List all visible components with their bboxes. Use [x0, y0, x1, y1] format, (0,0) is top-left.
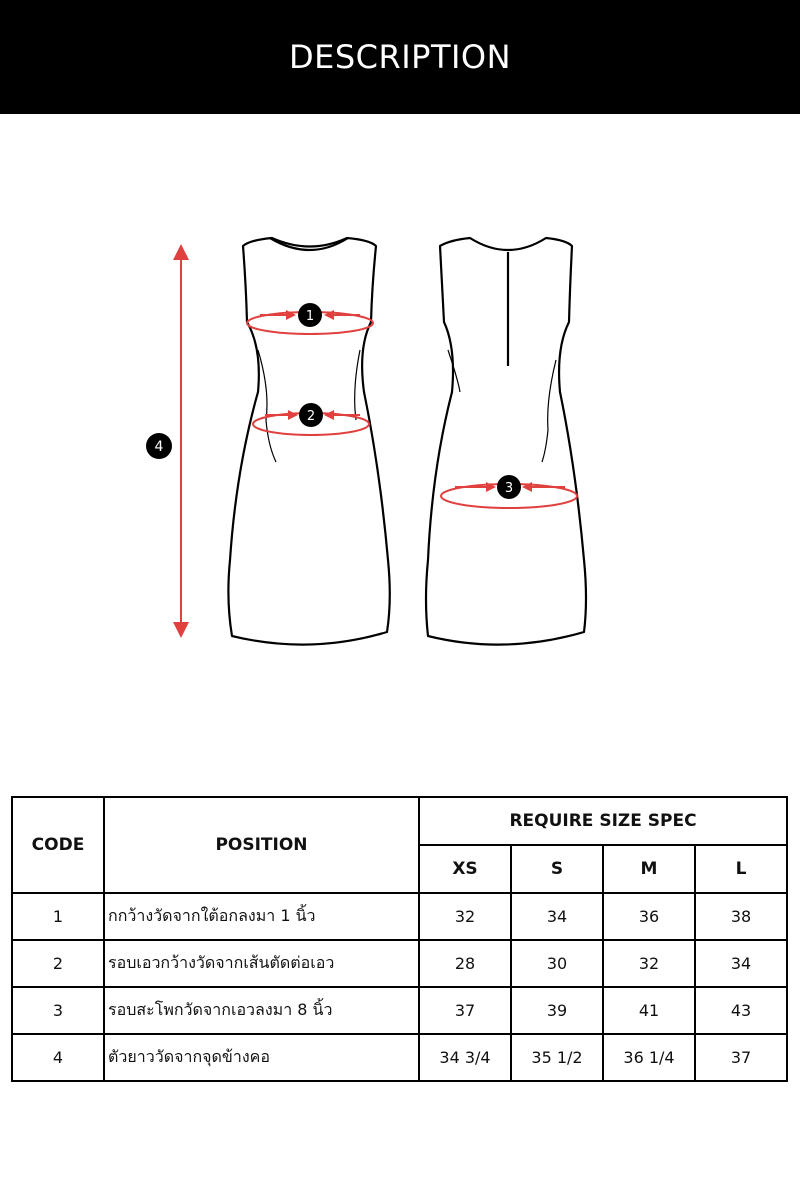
size-spec-table — [11, 796, 788, 1082]
header-bar — [0, 0, 800, 114]
marker-2 — [299, 403, 323, 427]
svg-text:1: 1 — [305, 309, 315, 324]
size-xs-header: XS — [419, 845, 511, 893]
table-row — [12, 893, 787, 940]
code-header: CODE — [12, 797, 104, 893]
row-value-l: 37 — [695, 1034, 787, 1081]
row-value-l: 43 — [695, 987, 787, 1034]
row-value-m: 36 1/4 — [603, 1034, 695, 1081]
row-value-m: 32 — [603, 940, 695, 987]
row-value-s: 30 — [511, 940, 603, 987]
page-title: DESCRIPTION — [288, 38, 512, 76]
row-position: รอบสะโพกวัดจากเอวลงมา 8 นิ้ว — [104, 987, 419, 1034]
dress-measurement-diagram — [0, 114, 800, 774]
row-position: กกว้างวัดจากใต้อกลงมา 1 นิ้ว — [104, 893, 419, 940]
row-value-s: 39 — [511, 987, 603, 1034]
marker-3 — [497, 475, 521, 499]
table-row — [12, 1034, 787, 1081]
size-l-header: L — [695, 845, 787, 893]
size-s-header: S — [511, 845, 603, 893]
row-value-s: 34 — [511, 893, 603, 940]
row-value-m: 41 — [603, 987, 695, 1034]
spec-header: REQUIRE SIZE SPEC — [419, 797, 787, 845]
row-value-s: 35 1/2 — [511, 1034, 603, 1081]
svg-text:3: 3 — [504, 481, 514, 496]
dress-back — [426, 238, 586, 645]
row-position: รอบเอวกว้างวัดจากเส้นตัดต่อเอว — [104, 940, 419, 987]
row-position: ตัวยาววัดจากจุดข้างคอ — [104, 1034, 419, 1081]
length-arrow — [173, 244, 189, 638]
row-code: 3 — [12, 987, 104, 1034]
row-code: 1 — [12, 893, 104, 940]
size-m-header: M — [603, 845, 695, 893]
row-value-m: 36 — [603, 893, 695, 940]
marker-1 — [298, 303, 322, 327]
svg-text:2: 2 — [306, 409, 316, 424]
table-row — [12, 940, 787, 987]
row-value-l: 34 — [695, 940, 787, 987]
row-value-xs: 34 3/4 — [419, 1034, 511, 1081]
position-header: POSITION — [104, 797, 419, 893]
row-code: 4 — [12, 1034, 104, 1081]
marker-4 — [146, 433, 172, 459]
dress-front — [228, 238, 389, 645]
row-value-xs: 32 — [419, 893, 511, 940]
table-row — [12, 987, 787, 1034]
row-code: 2 — [12, 940, 104, 987]
row-value-xs: 28 — [419, 940, 511, 987]
row-value-l: 38 — [695, 893, 787, 940]
svg-text:4: 4 — [154, 439, 164, 455]
row-value-xs: 37 — [419, 987, 511, 1034]
